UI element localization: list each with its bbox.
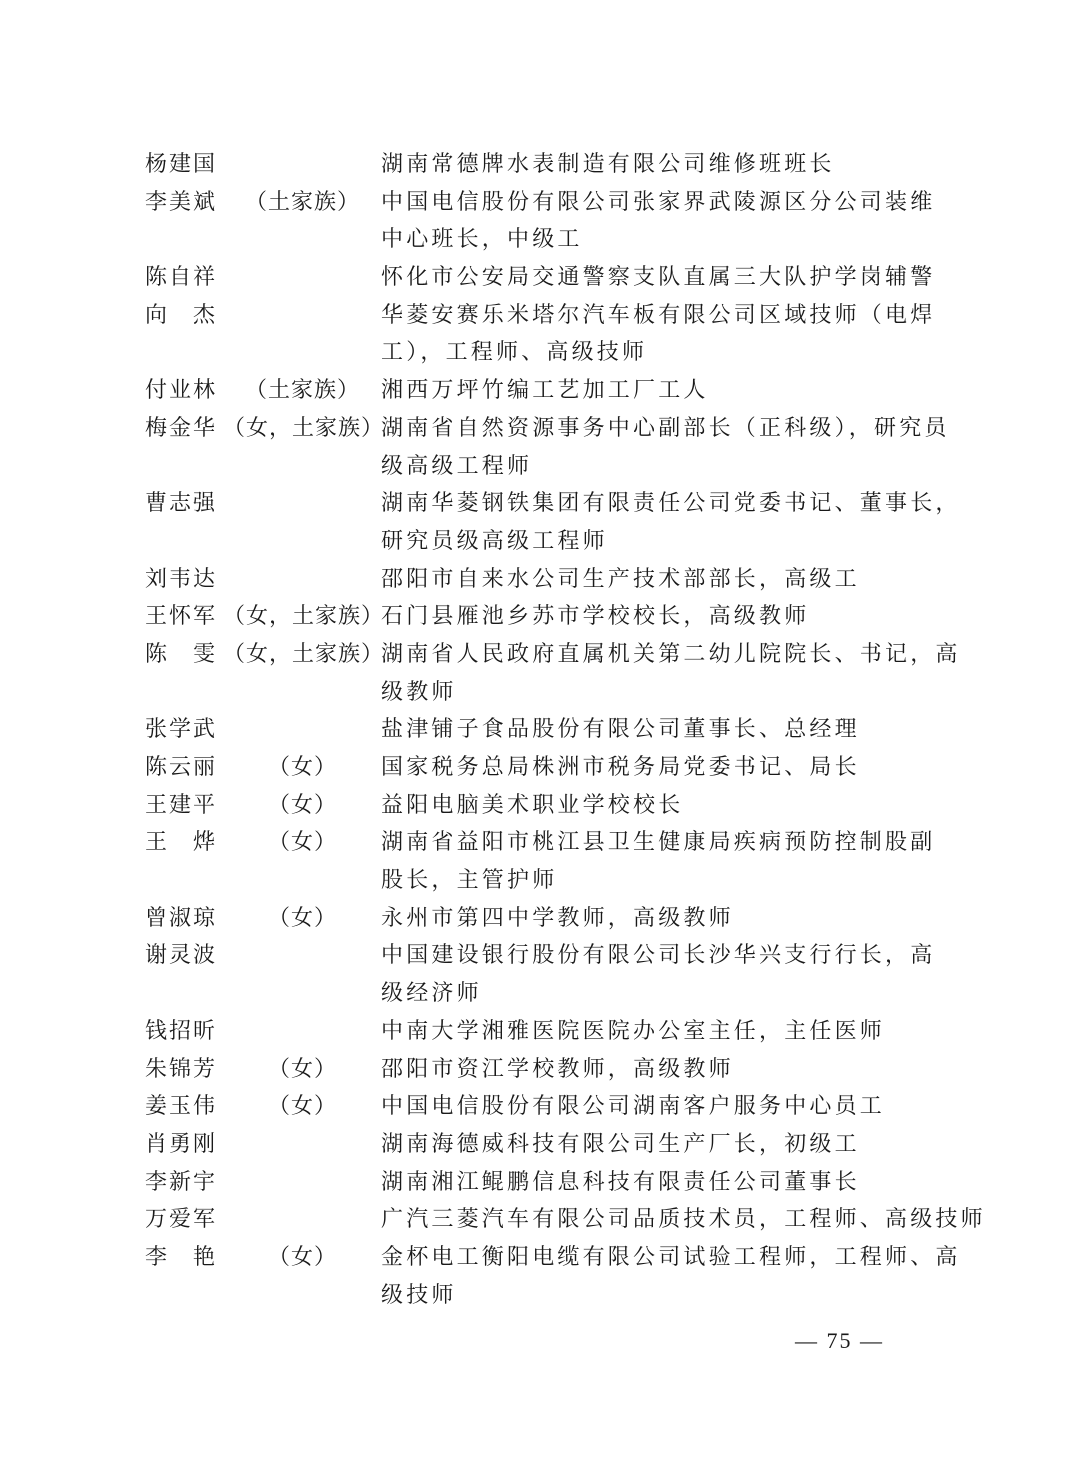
person-name: 王建平 bbox=[145, 792, 218, 818]
person-name: 姜玉伟 bbox=[145, 1094, 218, 1120]
list-item bbox=[145, 259, 945, 297]
person-note: （女） bbox=[268, 755, 338, 780]
entry-first-line bbox=[145, 900, 945, 938]
entry-first-line bbox=[145, 824, 945, 862]
person-name: 刘韦达 bbox=[145, 566, 218, 592]
entry-continuation-line bbox=[145, 221, 945, 259]
list-item bbox=[145, 184, 945, 259]
entry-first-line bbox=[145, 297, 945, 335]
entry-first-line bbox=[145, 1051, 945, 1089]
page-number: — 75 — bbox=[795, 1328, 884, 1353]
person-title: 永州市第四中学教师，高级教师 bbox=[381, 905, 734, 931]
entry-first-line bbox=[145, 749, 945, 787]
person-name: 曹志强 bbox=[145, 491, 218, 517]
list-item bbox=[145, 1088, 945, 1126]
entry-first-line bbox=[145, 146, 945, 184]
person-title: 湖南湘江鲲鹏信息科技有限责任公司董事长 bbox=[381, 1169, 860, 1195]
person-name: 李美斌 bbox=[145, 189, 218, 215]
entry-first-line bbox=[145, 410, 950, 448]
person-note: （女） bbox=[268, 792, 338, 818]
entry-first-line bbox=[145, 1239, 961, 1277]
list-item bbox=[145, 146, 945, 184]
person-name: 曾淑琼 bbox=[145, 905, 218, 931]
entry-first-line bbox=[145, 598, 945, 636]
honoree-list bbox=[145, 146, 986, 1314]
list-item bbox=[145, 1239, 961, 1314]
person-title: 国家税务总局株洲市税务局党委书记、局长 bbox=[381, 755, 860, 780]
person-name: 李新宇 bbox=[145, 1169, 218, 1195]
entry-first-line bbox=[145, 372, 945, 410]
person-name: 谢灵波 bbox=[145, 943, 218, 969]
entry-continuation-line bbox=[145, 448, 945, 486]
person-name: 向 杰 bbox=[145, 302, 218, 328]
person-title: 湖南省自然资源事务中心副部长（正科级），研究员 bbox=[381, 415, 950, 441]
list-item bbox=[145, 1201, 986, 1239]
list-item bbox=[145, 1126, 945, 1164]
person-title: 中国建设银行股份有限公司长沙华兴支行行长，高 bbox=[381, 943, 936, 969]
entry-first-line bbox=[145, 1164, 945, 1202]
list-item bbox=[145, 410, 950, 485]
entry-first-line bbox=[145, 561, 945, 599]
person-title: 金杯电工衡阳电缆有限公司试验工程师，工程师、高 bbox=[381, 1244, 961, 1270]
person-title: 石门县雁池乡苏市学校校长，高级教师 bbox=[381, 604, 810, 630]
list-item bbox=[145, 1164, 945, 1202]
person-note: （女） bbox=[268, 1244, 338, 1270]
person-title-continued: 研究员级高级工程师 bbox=[381, 528, 608, 554]
entry-first-line bbox=[145, 1201, 986, 1239]
person-name: 陈自祥 bbox=[145, 265, 218, 291]
person-note: （女） bbox=[268, 905, 338, 931]
person-title: 湖南省益阳市桃江县卫生健康局疾病预防控制股副 bbox=[381, 830, 936, 856]
person-name: 朱锦芳 bbox=[145, 1056, 218, 1082]
list-item bbox=[145, 749, 945, 787]
person-note: （女） bbox=[268, 1056, 338, 1082]
person-title: 湘西万坪竹编工艺加工厂工人 bbox=[381, 378, 709, 404]
person-title: 中南大学湘雅医院医院办公室主任，主任医师 bbox=[381, 1018, 886, 1044]
entry-continuation-line bbox=[145, 975, 945, 1013]
person-note: （女，土家族） bbox=[223, 604, 385, 630]
person-title: 邵阳市自来水公司生产技术部部长，高级工 bbox=[381, 566, 860, 592]
list-item bbox=[145, 636, 961, 711]
entry-continuation-line bbox=[145, 862, 945, 900]
person-title: 中国电信股份有限公司张家界武陵源区分公司装维 bbox=[381, 189, 936, 215]
list-item bbox=[145, 1013, 945, 1051]
list-item bbox=[145, 297, 945, 372]
entry-first-line bbox=[145, 937, 945, 975]
person-name: 杨建国 bbox=[145, 152, 218, 177]
person-name: 陈云丽 bbox=[145, 755, 218, 780]
person-title: 广汽三菱汽车有限公司品质技术员，工程师、高级技师 bbox=[381, 1207, 986, 1233]
person-title: 盐津铺子食品股份有限公司董事长、总经理 bbox=[381, 717, 860, 743]
person-title: 益阳电脑美术职业学校校长 bbox=[381, 792, 684, 818]
entry-first-line bbox=[145, 711, 945, 749]
person-note: （女） bbox=[268, 830, 338, 856]
person-note: （女） bbox=[268, 1094, 338, 1120]
list-item bbox=[145, 372, 945, 410]
person-note: （土家族） bbox=[245, 378, 361, 404]
person-title: 中国电信股份有限公司湖南客户服务中心员工 bbox=[381, 1094, 886, 1120]
list-item bbox=[145, 485, 961, 560]
list-item bbox=[145, 598, 945, 636]
person-title: 华菱安赛乐米塔尔汽车板有限公司区域技师（电焊 bbox=[381, 302, 936, 328]
person-title: 湖南海德威科技有限公司生产厂长，初级工 bbox=[381, 1131, 860, 1157]
list-item bbox=[145, 711, 945, 749]
list-item bbox=[145, 1051, 945, 1089]
person-title-continued: 级技师 bbox=[381, 1282, 457, 1308]
person-title-continued: 中心班长，中级工 bbox=[381, 227, 583, 253]
entry-first-line bbox=[145, 787, 945, 825]
person-title-continued: 级经济师 bbox=[381, 981, 482, 1007]
list-item bbox=[145, 900, 945, 938]
person-note: （女，土家族） bbox=[223, 415, 385, 441]
list-item bbox=[145, 561, 945, 599]
entry-continuation-line bbox=[145, 523, 945, 561]
person-note: （土家族） bbox=[245, 189, 361, 215]
person-note: （女，土家族） bbox=[223, 641, 385, 667]
person-name: 李 艳 bbox=[145, 1244, 218, 1270]
entry-first-line bbox=[145, 184, 945, 222]
entry-continuation-line bbox=[145, 674, 945, 712]
person-name: 付业林 bbox=[145, 378, 218, 404]
person-title-continued: 级高级工程师 bbox=[381, 453, 533, 479]
entry-continuation-line bbox=[145, 1277, 945, 1315]
person-title: 湖南省人民政府直属机关第二幼儿院院长、书记，高 bbox=[381, 641, 961, 667]
entry-first-line bbox=[145, 1013, 945, 1051]
entry-continuation-line bbox=[145, 334, 945, 372]
person-title: 湖南常德牌水表制造有限公司维修班班长 bbox=[381, 152, 835, 177]
person-title: 怀化市公安局交通警察支队直属三大队护学岗辅警 bbox=[381, 265, 936, 291]
person-name: 张学武 bbox=[145, 717, 218, 743]
person-title: 邵阳市资江学校教师，高级教师 bbox=[381, 1056, 734, 1082]
person-name: 陈 雯 bbox=[145, 641, 218, 667]
person-name: 王 烨 bbox=[145, 830, 218, 856]
person-name: 肖勇刚 bbox=[145, 1131, 218, 1157]
person-title-continued: 级教师 bbox=[381, 679, 457, 705]
list-item bbox=[145, 824, 945, 899]
entry-first-line bbox=[145, 1126, 945, 1164]
list-item bbox=[145, 787, 945, 825]
person-name: 万爱军 bbox=[145, 1207, 218, 1233]
list-item bbox=[145, 937, 945, 1012]
person-name: 钱招昕 bbox=[145, 1018, 218, 1044]
entry-first-line bbox=[145, 485, 961, 523]
person-title: 湖南华菱钢铁集团有限责任公司党委书记、董事长， bbox=[381, 491, 961, 517]
person-title-continued: 股长，主管护师 bbox=[381, 868, 558, 894]
entry-first-line bbox=[145, 636, 961, 674]
entry-first-line bbox=[145, 259, 945, 297]
person-name: 梅金华 bbox=[145, 415, 218, 441]
person-title-continued: 工），工程师、高级技师 bbox=[381, 340, 648, 366]
entry-first-line bbox=[145, 1088, 945, 1126]
person-name: 王怀军 bbox=[145, 604, 218, 630]
